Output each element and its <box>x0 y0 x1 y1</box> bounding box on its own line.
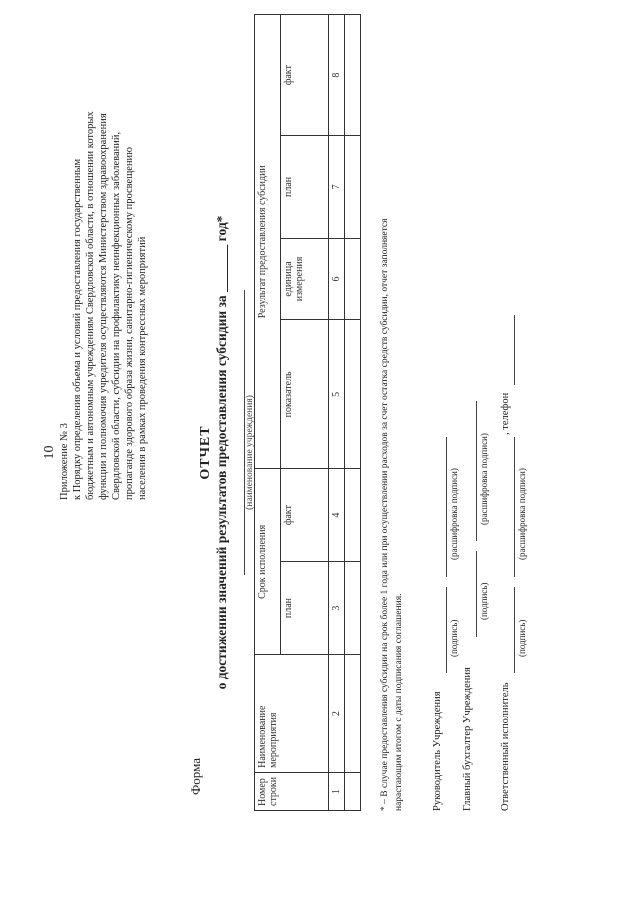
col-number-cell: 3 <box>329 561 345 654</box>
col-number-cell: 7 <box>329 136 345 238</box>
appendix-line: к Порядку определения объема и условий предоставления государственным <box>72 158 83 500</box>
phone-label: , телефон <box>500 392 511 435</box>
report-title: ОТЧЕТ <box>198 425 213 480</box>
col-number-cell: 8 <box>329 15 345 136</box>
empty-cell <box>345 320 361 469</box>
empty-cell <box>345 772 361 810</box>
report-subtitle: о достижении значений результатов предоставления субсидии за _______ год* <box>214 215 229 690</box>
signature-line <box>446 587 447 673</box>
col-number-cell: 5 <box>329 320 345 469</box>
empty-cell <box>345 136 361 238</box>
head-label: Руководитель Учреждения <box>432 691 443 811</box>
header-plan: план <box>281 561 329 654</box>
signature-line <box>514 587 515 673</box>
report-table <box>254 14 361 811</box>
footnote-line: нарастающим итогом с даты подписания соглашения. <box>394 593 404 811</box>
signature-line <box>476 401 477 541</box>
header-indicator: показатель <box>281 320 329 469</box>
header-result: Результат предоставления субсидии <box>255 15 281 469</box>
footnote-line: * – В случае предоставления субсидии на срок более 1 года или при осуществлении расходов за счет остатка средств субсидии, отчет заполняется <box>380 218 390 811</box>
appendix-line: Свердловской области, субсидии на профилактику неинфекционных заболеваний, <box>111 131 122 500</box>
executor-label: Ответственный исполнитель <box>500 682 511 811</box>
header-row-number: Номер строки <box>255 772 329 810</box>
phone-line <box>514 315 515 385</box>
institution-caption: (наименование учреждения) <box>245 395 255 510</box>
header-fact-result: факт <box>281 15 329 136</box>
header-fact: факт <box>281 469 329 561</box>
appendix-line: функции и полномочия учредителя осуществляются Министерством здравоохранения <box>98 113 109 500</box>
signature-line <box>514 437 515 577</box>
col-number-cell: 6 <box>329 238 345 320</box>
empty-cell <box>345 469 361 561</box>
header-deadline: Срок исполнения <box>255 469 281 655</box>
decode-caption: (расшифровка подписи) <box>449 468 459 560</box>
signature-caption: (подпись) <box>517 619 527 657</box>
empty-cell <box>345 15 361 136</box>
signature-line <box>446 437 447 577</box>
signature-line <box>476 551 477 637</box>
page-number: 10 <box>42 445 57 460</box>
appendix-line: населения в рамках проведения контрессных мероприятий <box>137 236 148 500</box>
decode-caption: (расшифровка подписи) <box>479 433 489 525</box>
signature-caption: (подпись) <box>479 582 489 620</box>
empty-cell <box>345 655 361 773</box>
accountant-label: Главный бухгалтер Учреждения <box>462 667 473 811</box>
empty-cell <box>345 561 361 654</box>
col-number-cell: 1 <box>329 772 345 810</box>
appendix-line: бюджетным и автономным учреждениям Свердловской области, в отношении которых <box>85 111 96 500</box>
appendix-line: Приложение № 3 <box>59 423 70 500</box>
decode-caption: (расшифровка подписи) <box>517 468 527 560</box>
header-unit: единица измерения <box>281 238 329 320</box>
form-label: Форма <box>188 758 203 795</box>
header-plan-result: план <box>281 136 329 238</box>
col-number-cell: 4 <box>329 469 345 561</box>
empty-cell <box>345 238 361 320</box>
header-event-name: Наименование мероприятия <box>255 655 329 773</box>
appendix-line: пропаганде здорового образа жизни, санитарно-гигиеническому просвещению <box>124 146 135 500</box>
signature-caption: (подпись) <box>449 619 459 657</box>
col-number-cell: 2 <box>329 655 345 773</box>
